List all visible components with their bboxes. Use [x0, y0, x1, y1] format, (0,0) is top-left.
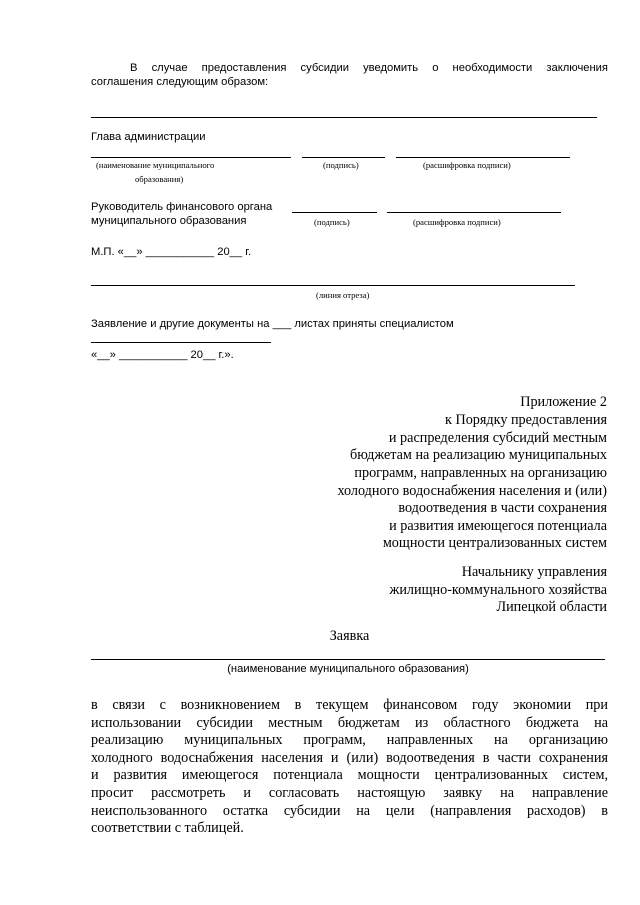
municipality-name-line	[91, 659, 605, 660]
appendix-line-3: и распределения субсидий местным	[388, 430, 607, 446]
addressee-line-1: Начальнику управления	[461, 564, 607, 580]
application-body-line: соответствии с таблицей.	[91, 820, 244, 837]
application-title: Заявка	[329, 628, 370, 644]
fin-head-title-2: муниципального образования	[91, 215, 247, 227]
cut-line	[91, 285, 575, 286]
stamp-date-line: М.П. «__» ___________ 20__ г.	[91, 246, 252, 258]
appendix-line-2: к Порядку предоставления	[445, 412, 607, 428]
application-body-line: неиспользованного остатка субсидии на цели (направления расходов) в	[91, 802, 608, 819]
head-admin-caption-name-1: (наименование муниципального	[96, 160, 215, 170]
application-body	[91, 697, 608, 838]
application-body-line: и развития имеющегося потенциала мощности централизованных систем,	[91, 767, 608, 784]
appendix-line-6: холодного водоснабжения населения и (или)	[337, 483, 607, 499]
municipality-name-caption: (наименование муниципального образования)	[227, 663, 469, 675]
head-admin-caption-decode: (расшифровка подписи)	[423, 160, 511, 170]
application-body-line: реализацию муниципальных программ, направленных на организацию	[91, 732, 608, 749]
docs-accepted-line: Заявление и другие документы на ___ листах приняты специалистом	[91, 318, 454, 330]
notification-line	[91, 117, 597, 118]
fin-head-decode-line	[387, 212, 561, 213]
intro-line-1: В случае предоставления субсидии уведомить о необходимости заключения	[130, 62, 608, 74]
fin-head-caption-sign: (подпись)	[314, 217, 350, 227]
specialist-line	[91, 342, 271, 343]
head-admin-sign-line	[302, 157, 385, 158]
fin-head-caption-decode: (расшифровка подписи)	[413, 217, 501, 227]
fin-head-title-1: Руководитель финансового органа	[91, 201, 273, 213]
appendix-line-5: программ, направленных на организацию	[354, 465, 607, 481]
application-body-line: в связи с возникновением в текущем финансовом году экономии при	[91, 697, 608, 713]
appendix-line-7: водоотведения в части сохранения	[398, 500, 607, 516]
application-body-line: просит рассмотреть и согласовать настоящую заявку на направление	[91, 784, 608, 801]
head-admin-caption-sign: (подпись)	[323, 160, 359, 170]
addressee-line-2: жилищно-коммунального хозяйства	[389, 582, 607, 598]
head-admin-name-line	[91, 157, 291, 158]
docs-accepted-date: «__» ___________ 20__ г.».	[91, 349, 234, 361]
appendix-line-9: мощности централизованных систем	[382, 535, 607, 551]
intro-line-2: соглашения следующим образом:	[91, 76, 269, 88]
appendix-line-1: Приложение 2	[520, 394, 607, 410]
head-admin-caption-name-2: образования)	[135, 174, 184, 184]
appendix-line-4: бюджетам на реализацию муниципальных	[350, 447, 607, 463]
addressee-line-3: Липецкой области	[496, 599, 607, 615]
application-body-line: использовании субсидии местным бюджетам из областного бюджета на	[91, 714, 608, 731]
head-admin-title: Глава администрации	[91, 131, 206, 143]
head-admin-decode-line	[396, 157, 570, 158]
appendix-line-8: и развития имеющегося потенциала	[389, 518, 607, 534]
fin-head-sign-line	[292, 212, 377, 213]
cut-line-caption: (линия отреза)	[316, 290, 370, 300]
application-body-line: холодного водоснабжения населения и (или) водоотведения в части сохранения	[91, 749, 608, 766]
